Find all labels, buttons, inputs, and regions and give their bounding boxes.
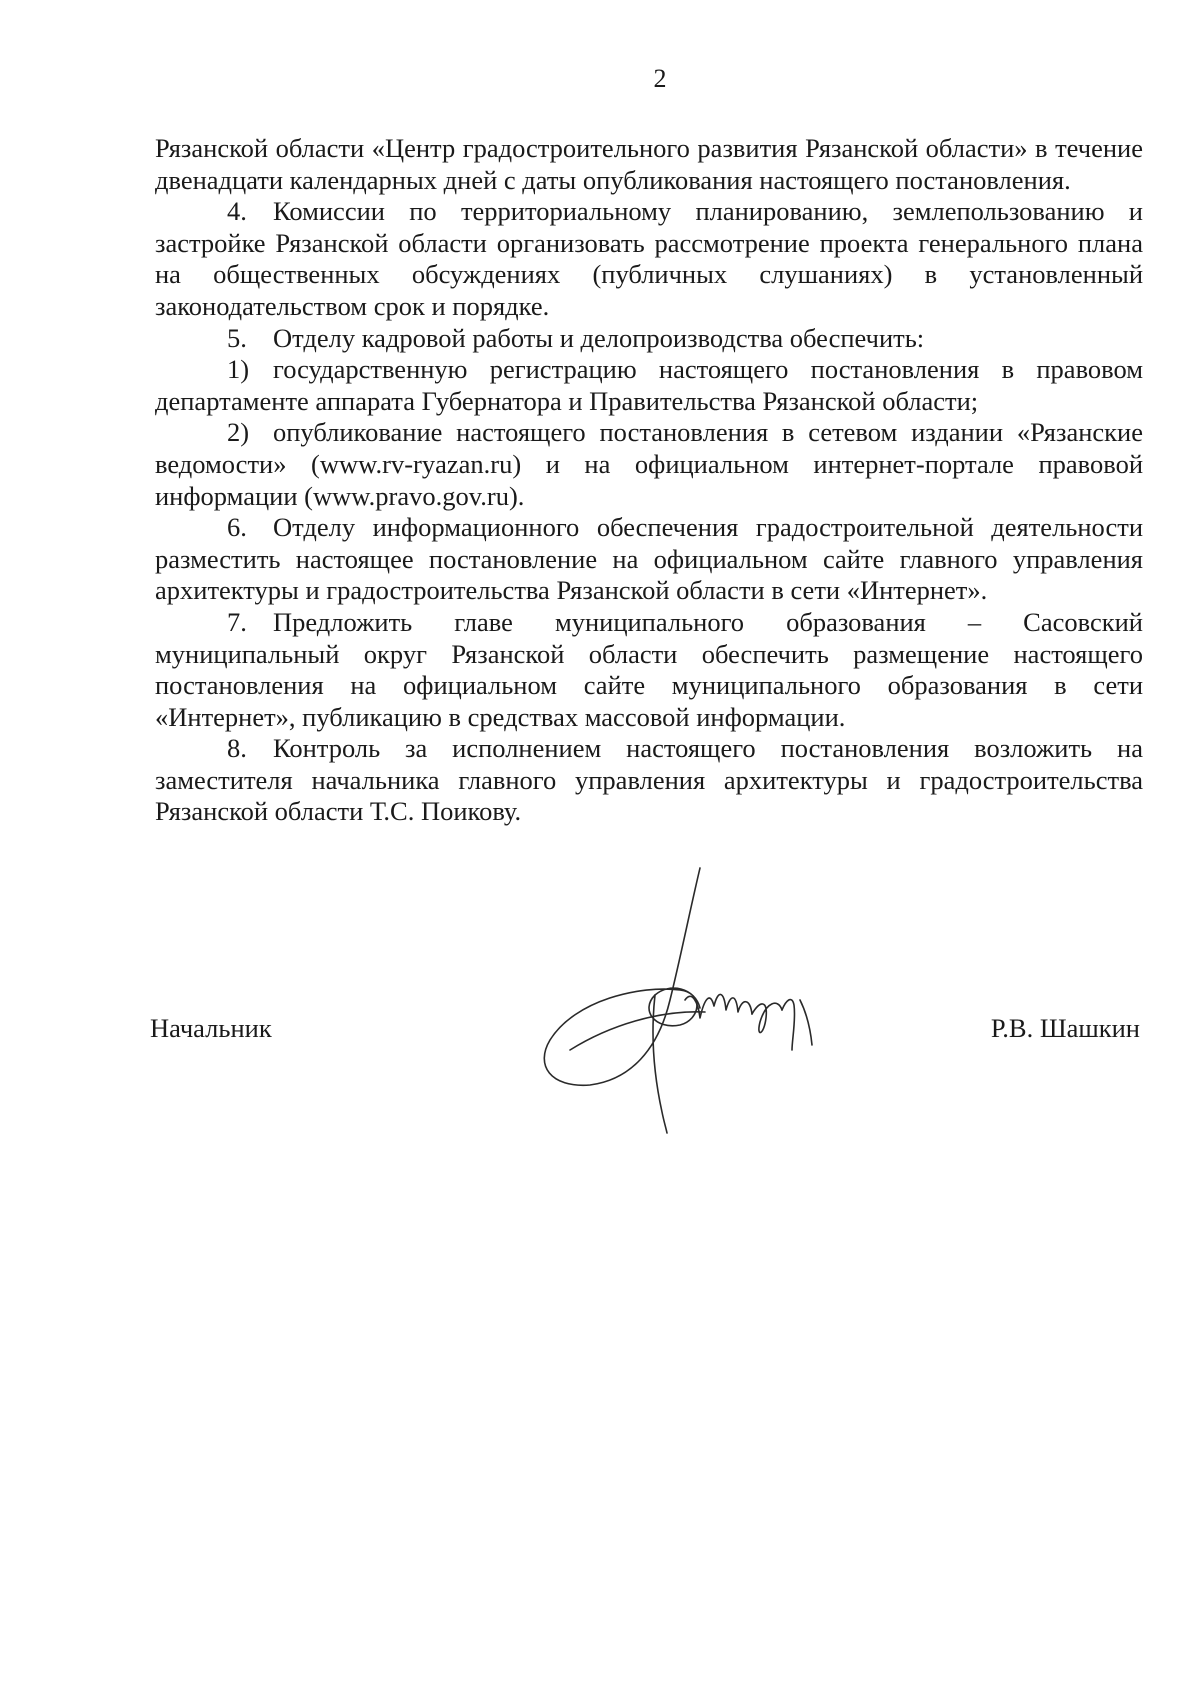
paragraph-number: 2) xyxy=(227,417,250,448)
paragraph-text: Отделу кадровой работы и делопроизводства обеспечить: xyxy=(273,322,925,353)
paragraph-5 xyxy=(155,323,1143,355)
paragraph-text: государственную регистрацию настоящего постановления в правовом департаменте аппарата Губернатора и Правительства Рязанской области; xyxy=(155,354,1143,416)
paragraph-number: 8. xyxy=(227,733,247,764)
signatory-title: Начальник xyxy=(150,1013,272,1043)
paragraph-text: Предложить главе муниципального образования – Сасовский муниципальный округ Рязанской области обеспечить размещение настоящего постановления на официальном сайте муниципального образования в сети «Интернет», публикацию в средствах массовой информации. xyxy=(155,606,1143,732)
paragraph-text: Комиссии по территориальному планированию, землепользованию и застройке Рязанской области организовать рассмотрение проекта генерального плана на общественных обсуждениях (публичных слушаниях) в установленный законодательством срок и порядке. xyxy=(155,196,1143,321)
paragraph-7 xyxy=(155,607,1143,733)
paragraph-5-1 xyxy=(155,354,1143,417)
paragraph-number: 4. xyxy=(227,196,247,227)
signatory-name: Р.В. Шашкин xyxy=(990,1013,1140,1043)
paragraph-8 xyxy=(155,733,1143,828)
document-body xyxy=(155,133,1143,828)
paragraph-number: 1) xyxy=(227,354,250,385)
paragraph-continuation: Рязанской области «Центр градостроительного развития Рязанской области» в течение двенадцати календарных дней с даты опубликования настоящего постановления. xyxy=(155,133,1143,195)
handwritten-signature xyxy=(530,850,890,1150)
paragraph-number: 7. xyxy=(227,606,247,637)
signature-block xyxy=(150,1012,1140,1052)
paragraph-text: Отделу информационного обеспечения градостроительной деятельности разместить настоящее постановление на официальном сайте главного управления архитектуры и градостроительства Рязанской области в сети «Интернет». xyxy=(155,512,1143,606)
paragraph-number: 5. xyxy=(227,322,247,353)
paragraph-text: Контроль за исполнением настоящего постановления возложить на заместителя начальника главного управления архитектуры и градостроительства Рязанской области Т.С. Поикову. xyxy=(155,733,1143,827)
paragraph-number: 6. xyxy=(227,512,247,543)
page-number: 2 xyxy=(653,64,667,93)
paragraph-6 xyxy=(155,512,1143,607)
paragraph-4 xyxy=(155,196,1143,322)
paragraph-text: опубликование настоящего постановления в сетевом издании «Рязанские ведомости» (www.rv-ryazan.ru) и на официальном интернет-портале правовой информации (www.pravo.gov.ru). xyxy=(155,417,1143,511)
paragraph-5-2 xyxy=(155,417,1143,512)
